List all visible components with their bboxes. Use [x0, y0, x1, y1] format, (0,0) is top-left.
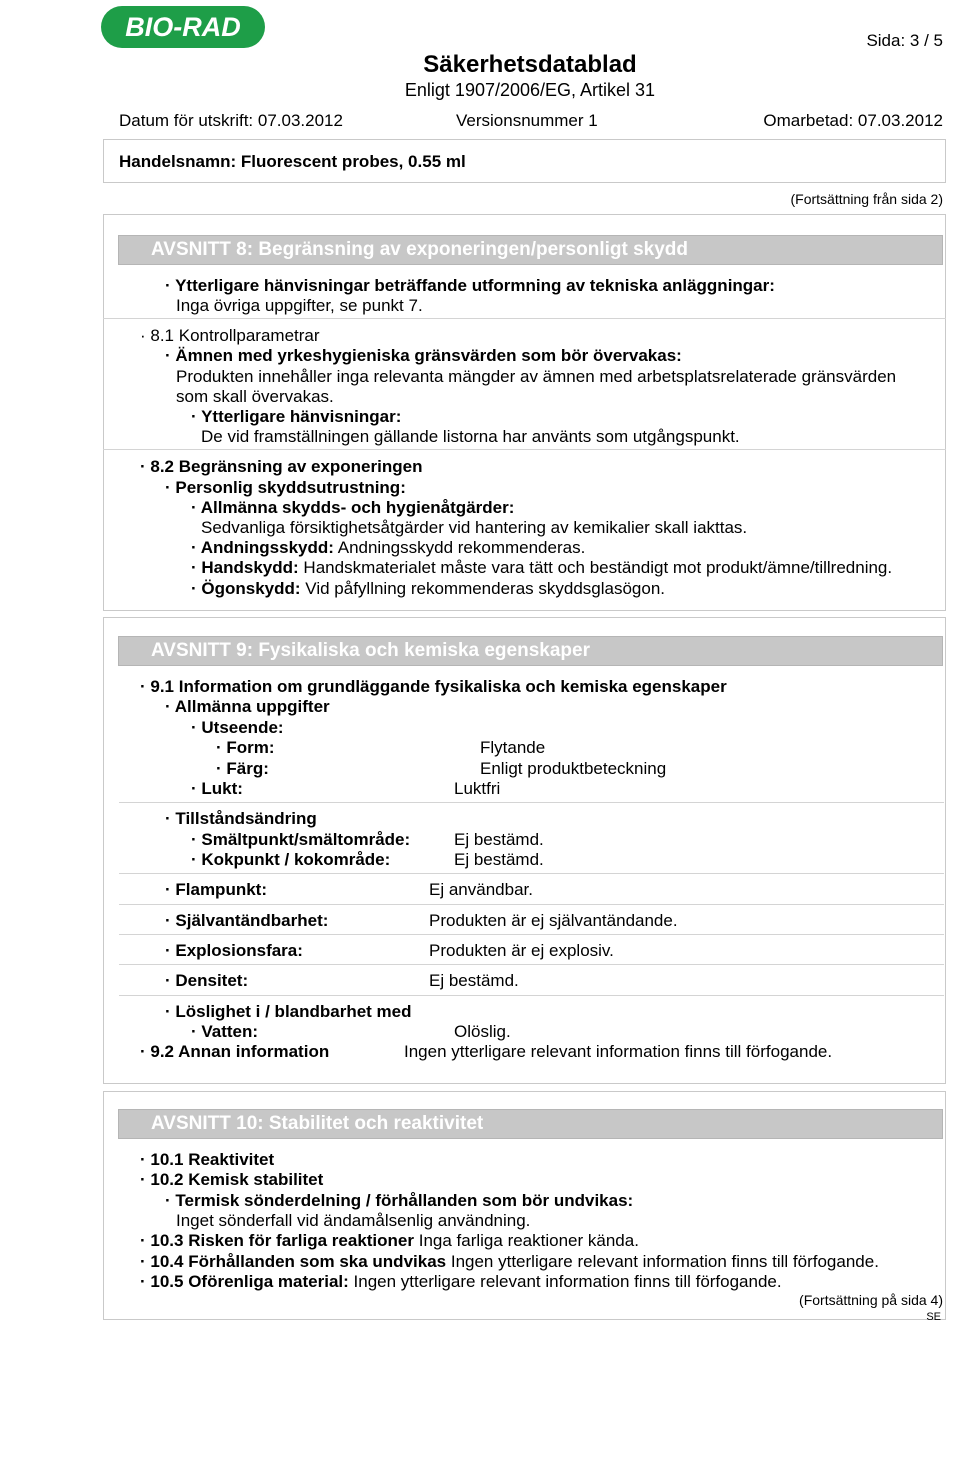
document-title: Säkerhetsdatablad [423, 51, 637, 78]
trade-name-box [103, 139, 946, 183]
s82-title: · 8.2 Begränsning av exponeringen [140, 457, 423, 476]
page-number: Sida: 3 / 5 [866, 31, 943, 50]
separator [119, 964, 944, 965]
solubility-label: · Löslighet i / blandbarhet med [165, 1002, 412, 1021]
s105-label: · 10.5 Oförenliga material: [140, 1272, 349, 1291]
decomp-text: Inget sönderfall vid ändamålsenlig användning. [176, 1211, 531, 1230]
section-10-heading: AVSNITT 10: Stabilitet och reaktivitet [118, 1109, 943, 1139]
separator [119, 904, 944, 905]
hand-line [191, 558, 892, 578]
trade-name: Handelsnamn: Fluorescent probes, 0.55 ml [119, 152, 466, 171]
continued-from: (Fortsättning från sida 2) [790, 191, 943, 207]
print-date: Datum för utskrift: 07.03.2012 [119, 111, 343, 130]
hand-label: · Handskydd: [191, 558, 299, 577]
state-change-label: · Tillståndsändring [165, 809, 317, 828]
s104-text: Ingen ytterligare relevant information finns till förfogande. [450, 1252, 879, 1271]
ppe-label: · Personlig skyddsutrustning: [165, 478, 406, 497]
autoignition-value: Produkten är ej självantändande. [429, 911, 678, 930]
s92-label: · 9.2 Annan information [140, 1042, 330, 1061]
section-8-heading: AVSNITT 8: Begränsning av exponeringen/personligt skydd [118, 235, 943, 265]
limits-text-1: Produkten innehåller inga relevanta mängder av ämnen med arbetsplatsrelaterade gränsvärden [176, 367, 897, 386]
density-value: Ej bestämd. [429, 971, 519, 990]
tech-text: Inga övriga uppgifter, se punkt 7. [176, 296, 423, 315]
refs-label: · Ytterligare hänvisningar: [191, 407, 402, 426]
decomp-label: · Termisk sönderdelning / förhållanden som bör undvikas: [165, 1191, 634, 1210]
separator [103, 318, 946, 319]
s103-text: Inga farliga reaktioner kända. [418, 1231, 639, 1250]
odor-value: Luktfri [454, 779, 501, 798]
s105-line [140, 1272, 782, 1292]
hygiene-label: · Allmänna skydds- och hygienåtgärder: [191, 498, 515, 517]
eye-line [191, 579, 665, 599]
separator [119, 802, 944, 803]
document-subtitle: Enligt 1907/2006/EG, Artikel 31 [404, 80, 656, 100]
respiratory-line [191, 538, 585, 558]
explosion-label: · Explosionsfara: [165, 941, 303, 960]
tech-label: · Ytterligare hänvisningar beträffande utformning av tekniska anläggningar: [165, 276, 775, 295]
s81-title: · 8.1 Kontrollparametrar [140, 326, 320, 345]
language-code: SE [926, 1311, 941, 1323]
melting-label: · Smältpunkt/smältområde: [191, 830, 411, 849]
resp-text: Andningsskydd rekommenderas. [337, 538, 586, 557]
version-number: Versionsnummer 1 [456, 111, 598, 130]
s105-text: Ingen ytterligare relevant information finns till förfogande. [353, 1272, 782, 1291]
appearance-label: · Utseende: [191, 718, 284, 737]
separator [119, 934, 944, 935]
flash-value: Ej användbar. [429, 880, 533, 899]
section-9-heading: AVSNITT 9: Fysikaliska och kemiska egenskaper [118, 636, 943, 666]
boiling-value: Ej bestämd. [454, 850, 544, 869]
separator [119, 873, 944, 874]
s103-line [140, 1231, 639, 1251]
melting-value: Ej bestämd. [454, 830, 544, 849]
eye-label: · Ögonskydd: [191, 579, 301, 598]
bio-rad-logo [100, 5, 266, 49]
separator [103, 449, 946, 450]
color-label: · Färg: [216, 759, 269, 778]
hygiene-text: Sedvanliga försiktighetsåtgärder vid hantering av kemikalier skall iakttas. [201, 518, 748, 537]
general-label: · Allmänna uppgifter [165, 697, 330, 716]
color-value: Enligt produktbeteckning [480, 759, 667, 778]
limits-label: · Ämnen med yrkeshygieniska gränsvärden som bör övervakas: [165, 346, 682, 365]
separator [119, 995, 944, 996]
s104-line [140, 1252, 879, 1272]
refs-text: De vid framställningen gällande listorna har använts som utgångspunkt. [201, 427, 740, 446]
limits-text-2: som skall övervakas. [176, 387, 334, 406]
water-label: · Vatten: [191, 1022, 259, 1041]
logo-text: BIO-RAD [125, 12, 241, 42]
odor-label: · Lukt: [191, 779, 243, 798]
resp-label: · Andningsskydd: [191, 538, 334, 557]
s103-label: · 10.3 Risken för farliga reaktioner [140, 1231, 414, 1250]
density-label: · Densitet: [165, 971, 249, 990]
explosion-value: Produkten är ej explosiv. [429, 941, 614, 960]
continued-to: (Fortsättning på sida 4) [799, 1292, 943, 1308]
flash-label: · Flampunkt: [165, 880, 267, 899]
form-value: Flytande [480, 738, 546, 757]
form-label: · Form: [216, 738, 275, 757]
revised-date: Omarbetad: 07.03.2012 [763, 111, 943, 130]
eye-text: Vid påfyllning rekommenderas skyddsglasögon. [305, 579, 666, 598]
s92-value: Ingen ytterligare relevant information finns till förfogande. [404, 1042, 833, 1061]
autoignition-label: · Självantändbarhet: [165, 911, 329, 930]
s91-title: · 9.1 Information om grundläggande fysikaliska och kemiska egenskaper [140, 677, 727, 696]
boiling-label: · Kokpunkt / kokområde: [191, 850, 391, 869]
s104-label: · 10.4 Förhållanden som ska undvikas [140, 1252, 447, 1271]
water-value: Olöslig. [454, 1022, 511, 1041]
hand-text: Handskmaterialet måste vara tätt och beständigt mot produkt/ämne/tillredning. [303, 558, 893, 577]
s102-label: · 10.2 Kemisk stabilitet [140, 1170, 324, 1189]
s101-label: · 10.1 Reaktivitet [140, 1150, 275, 1169]
